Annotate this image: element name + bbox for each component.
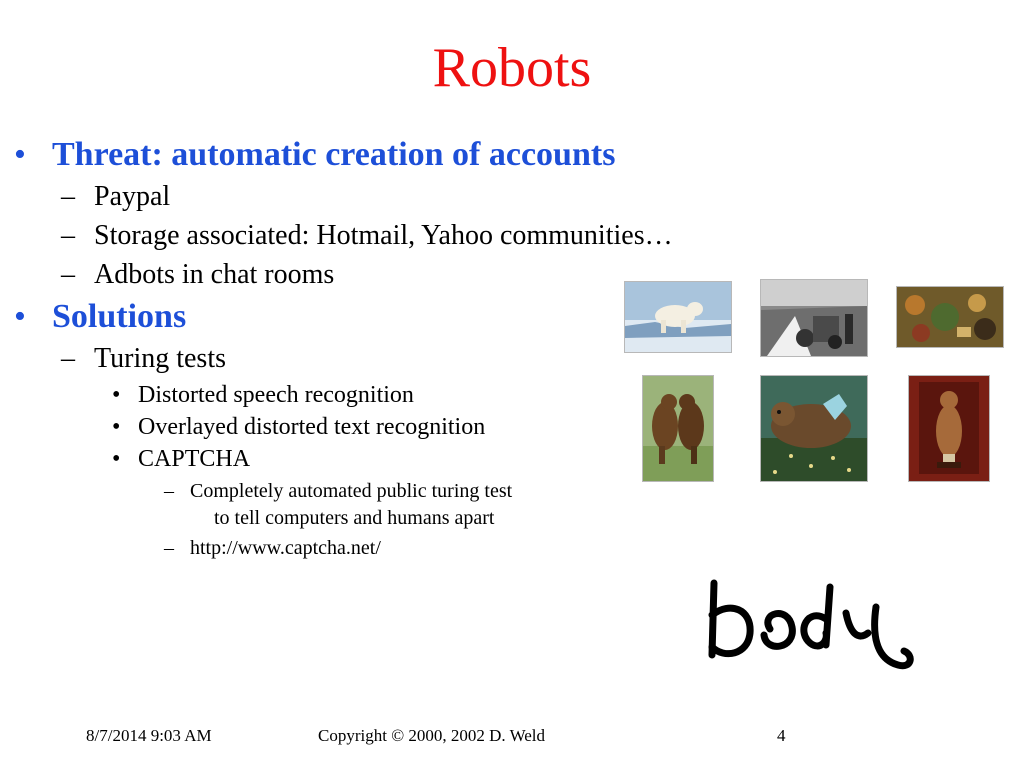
bear-painting-image: [760, 375, 868, 482]
point-captcha: [112, 444, 251, 474]
footer-date: 8/7/2014 9:03 AM: [86, 726, 212, 745]
bullet-solutions: [14, 297, 187, 337]
point-text-recognition: [112, 412, 486, 442]
bullet-threat-text: Threat: automatic creation of accounts: [52, 136, 616, 173]
polar-bear-image: [624, 281, 732, 353]
painting-image: [896, 286, 1004, 348]
point-speech: [112, 380, 414, 410]
sub-paypal-text: Paypal: [94, 181, 171, 212]
dash-marker: –: [61, 181, 75, 212]
captcha-url-link[interactable]: http://www.captcha.net/: [190, 537, 381, 559]
bullet-marker: •: [112, 446, 121, 472]
dash-marker: –: [164, 480, 174, 502]
bullet-marker: •: [112, 414, 121, 440]
dash-marker: –: [61, 259, 75, 290]
bullet-solutions-text: Solutions: [52, 298, 187, 335]
footer-page-number: 4: [777, 726, 786, 745]
sub-turing-tests: [61, 342, 227, 376]
sub-adbots-text: Adbots in chat rooms: [94, 259, 335, 290]
captcha-definition-cont-text: to tell computers and humans apart: [214, 507, 495, 529]
captcha-image: [700, 575, 920, 675]
standing-bear-image: [908, 375, 990, 482]
bullet-marker: •: [14, 298, 26, 335]
point-speech-text: Distorted speech recognition: [138, 382, 414, 408]
sub-storage: [61, 219, 673, 253]
bullet-marker: •: [14, 136, 26, 173]
vintage-photo-image: [760, 279, 868, 357]
point-text-recognition-text: Overlayed distorted text recognition: [138, 414, 486, 440]
point-captcha-text: CAPTCHA: [138, 446, 251, 472]
sub-turing-tests-text: Turing tests: [94, 343, 227, 374]
dash-marker: –: [61, 220, 75, 251]
captcha-definition-text: Completely automated public turing test: [190, 480, 513, 502]
footer-copyright: Copyright © 2000, 2002 D. Weld: [318, 726, 546, 745]
bullet-threat: [14, 135, 616, 175]
captcha-definition-cont: [214, 506, 494, 530]
sub-storage-text: Storage associated: Hotmail, Yahoo communities…: [94, 220, 673, 251]
captcha-url[interactable]: [164, 536, 381, 560]
sub-adbots: [61, 258, 335, 292]
bullet-marker: •: [112, 382, 121, 408]
bears-image: [642, 375, 714, 482]
dash-marker: –: [164, 537, 174, 559]
dash-marker: –: [61, 343, 75, 374]
captcha-image-word: body: [700, 575, 702, 576]
captcha-definition: [164, 479, 513, 503]
sub-paypal: [61, 180, 171, 214]
slide-title: Robots: [432, 37, 592, 99]
